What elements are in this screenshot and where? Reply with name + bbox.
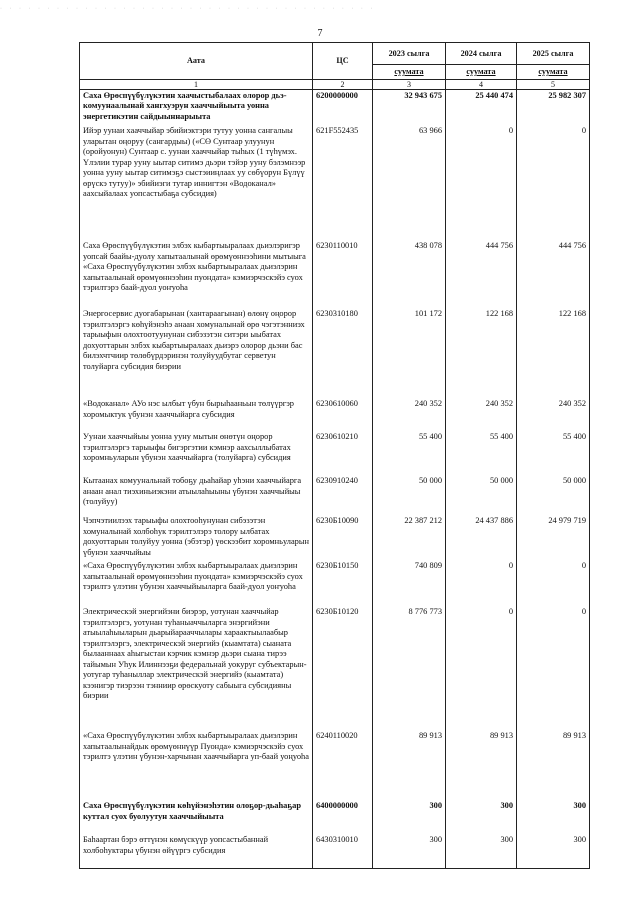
- table-row: [80, 730, 590, 800]
- table-row: [80, 515, 590, 560]
- row-2024: 300: [446, 800, 517, 834]
- table-row: [80, 240, 590, 308]
- table-row: [80, 431, 590, 475]
- row-name: Саха Өрөспүүбүлүкэтин хаачыстыбалаах олорор дьэ-комуунаалынай хангхуэрун хааччыйыыта уонна энергетикэтин сайдыыннарыыта: [80, 89, 313, 125]
- header-2023-sum: суумата: [373, 65, 446, 80]
- row-code: 6400000000: [313, 800, 373, 834]
- table-row: [80, 606, 590, 730]
- row-2025: 25 982 307: [517, 89, 590, 125]
- row-code: 6230610060: [313, 398, 373, 431]
- row-code: 6230Б10150: [313, 560, 373, 606]
- row-2023: 22 387 212: [373, 515, 446, 560]
- row-code: 6230310180: [313, 308, 373, 398]
- header-2025: 2025 сылга: [517, 43, 590, 65]
- column-index: 2: [313, 79, 373, 89]
- scan-artifact-dots: · · · · · · · · · · · · · · · · · · · · · · · · · · · · · · · · · · · · · · · ·: [0, 6, 376, 12]
- row-code: 6230Б10090: [313, 515, 373, 560]
- row-2024: 240 352: [446, 398, 517, 431]
- row-2024: 300: [446, 834, 517, 868]
- row-code: 6240110020: [313, 730, 373, 800]
- row-2024: 0: [446, 560, 517, 606]
- table-row: [80, 89, 590, 125]
- row-2025: 240 352: [517, 398, 590, 431]
- table-row: [80, 398, 590, 431]
- header-2024: 2024 сылга: [446, 43, 517, 65]
- table-row: [80, 800, 590, 834]
- row-2025: 444 756: [517, 240, 590, 308]
- row-code: 6430310010: [313, 834, 373, 868]
- row-name: Саха Өрөспүүбүлүкэтин көһүйэнэһэтин олоҕор-дьаһаҕар куттал суох буолуутун хааччыйыыта: [80, 800, 313, 834]
- row-2023: 55 400: [373, 431, 446, 475]
- header-2025-sum: суумата: [517, 65, 590, 80]
- row-name: Энергосервис дуогабарынан (хантараагынан) өлөнү оңорор тэрилтэлэргэ көһүйэнэһэ анаан хомуналынай өрө чэгэтэнниэх тарыыфын олохтоотуунунан сибэзэтэн ситэри ыыбатах дохуоттарын элбэх кыбартыыралаах дьиэрэ олорор дьэни бас билэхчтчиир төлөбүрдэринэн толуйуудбутаг серветун толуйарга субсидия биэрии: [80, 308, 313, 398]
- row-name: «Саха Өрөспүүбүлүкэтин элбэх кыбартыыралаах дьиэлэрин хапытаалынай өрөмүөннээһин пуондата» кэмиэрчэскэйэ суох тэрилтэ үлэтин үбунэн хааччыйыыларга баай-дуол уоҥуоһа: [80, 560, 313, 606]
- row-2025: 122 168: [517, 308, 590, 398]
- table-header: [80, 43, 590, 90]
- column-index: 3: [373, 79, 446, 89]
- row-2025: 89 913: [517, 730, 590, 800]
- row-name: «Саха Өрөспүүбүлүкэтин элбэх кыбартыыралаах дьиэлэрин хапытаалынайдык өрөмүөннүүр Пуонда» кэмиэрчэскэйэ суох тэрилтэ үлэтин үбунэн-харчынан хааччыйарга уп-баай уоңуоһа: [80, 730, 313, 800]
- table-row: [80, 834, 590, 868]
- row-2024: 24 437 886: [446, 515, 517, 560]
- table-row: [80, 475, 590, 515]
- column-index: 4: [446, 79, 517, 89]
- row-2023: 32 943 675: [373, 89, 446, 125]
- row-2024: 444 756: [446, 240, 517, 308]
- row-name: Саха Өрөспүүбүлүкэтин элбэх кыбартыыралаах дьиэлэригэр уопсай баайы-дуолу хапытаалынай өрөмүөннээһини мытыыга «Саха Өрөспүүбүлүкэтин элбэх кыбартыыралаах дьиэлэрин хапытаалынай өрөмүөннээһин пуондата» кэмиэрчэскэйэ суох тэрилтэрэ баай-дуол уоҥуоһа: [80, 240, 313, 308]
- row-2025: 0: [517, 606, 590, 730]
- row-2023: 63 966: [373, 125, 446, 240]
- row-name: Баһаартан бэрэ өттүнэн көмүскүүр уопсастыбаннай холбоһуктары үбунэн өйүүргэ субсидия: [80, 834, 313, 868]
- header-code: ЦС: [313, 43, 373, 80]
- row-2024: 122 168: [446, 308, 517, 398]
- header-name: Аата: [80, 43, 313, 80]
- row-2025: 300: [517, 834, 590, 868]
- row-2023: 8 776 773: [373, 606, 446, 730]
- table-row: [80, 308, 590, 398]
- row-2025: 300: [517, 800, 590, 834]
- row-name: «Водоканал» АУо нэс ылбыт үбун бырыһааньын төлүүргэр хоромыктук үбунэн хааччыйарга субсидия: [80, 398, 313, 431]
- header-2024-sum: суумата: [446, 65, 517, 80]
- row-name: Электрическэй энергийэни биэрэр, уотунан хааччыйар тэрилтэлэргэ, уотунан туһаныаччыларга энэргийэни атыылаһыыларын дьарыйарааччылары хараактыылаабыр тэрилтэлэргэ, электрическэй энергийэ (кыамтата) сыаната былааннаах аһыгыстаи кэрчик кэмнэр дьэри сыана тирээ тайымын Уһук Илиннээҕи федеральнай уокуруг субъектарын-уотугар туһаныллар электрическэй энергийэ (кыамтата) кээнигэр тиэрээн тэнниир өрөскуоту сабыыга субсидияны биэрии: [80, 606, 313, 730]
- row-2025: 0: [517, 560, 590, 606]
- row-name: Чэпчэтиилээх тарыыфы олохтооһунунан сибэзэтэн хомуналынай холбоһук тэрилтэлэрэ толору ылбатах дохуоттарын толуйуу уонна (эбэтэр) үөскээбит хоромньуларын үбунэн хааччыйыы: [80, 515, 313, 560]
- row-2023: 101 172: [373, 308, 446, 398]
- row-2023: 300: [373, 800, 446, 834]
- table-body: [80, 89, 590, 868]
- row-2023: 240 352: [373, 398, 446, 431]
- row-2023: 50 000: [373, 475, 446, 515]
- budget-table: [79, 42, 590, 869]
- page-number: 7: [317, 28, 323, 39]
- row-2023: 300: [373, 834, 446, 868]
- row-code: 6230610210: [313, 431, 373, 475]
- row-code: 621F552435: [313, 125, 373, 240]
- column-index: 1: [80, 79, 313, 89]
- row-2024: 25 440 474: [446, 89, 517, 125]
- row-2025: 50 000: [517, 475, 590, 515]
- row-2023: 89 913: [373, 730, 446, 800]
- row-code: 6230110010: [313, 240, 373, 308]
- row-2024: 50 000: [446, 475, 517, 515]
- row-name: Кытаанах комуунальнай тобоҕу дьаһайар уһэни хааччыйарга анаан анал тиэхиньиэкэни атыылаһыыны үбунэн хааччыйыы (толуйуу): [80, 475, 313, 515]
- row-2024: 89 913: [446, 730, 517, 800]
- row-name: Ийэр уунаи хааччыйар эбийиэктэри тутуу уонна сангалыы уларытан оңоруу (сангардыы) («СӨ Сунтаар улуунун (оройуонун) Сунтаар с. уунаи хааччыйар тыһых (1 түһүмэх. Үлэлии турар ууну ыытар ситимэ дьэри тэйэр ууну бэлэмнээр уонна ууну ыытар ситимэҕэ сыстэииңлаах уу сөбүорун Бүлүү өрүскэ тутуу)» эбийиэги тутар иннигтэн «Водоканал» аахсыйалаах уопсастыбаҕа субсидия): [80, 125, 313, 240]
- header-2023: 2023 сылга: [373, 43, 446, 65]
- table-row: [80, 125, 590, 240]
- column-index-row: [80, 79, 590, 89]
- row-2025: 55 400: [517, 431, 590, 475]
- row-code: 6200000000: [313, 89, 373, 125]
- row-code: 6230Б10120: [313, 606, 373, 730]
- row-code: 6230910240: [313, 475, 373, 515]
- row-2023: 740 809: [373, 560, 446, 606]
- row-2025: 0: [517, 125, 590, 240]
- row-2024: 0: [446, 125, 517, 240]
- row-2024: 55 400: [446, 431, 517, 475]
- row-name: Уунаи хааччыйыы уонна ууну мытын өнөтүн оңорор тэрилтэлэргэ тарыыфы бигэргэтии кэмнэр аахсыллыбатах хоромньуларын үбунэн хааччыйарга (толуйарга) субсидия: [80, 431, 313, 475]
- table-row: [80, 560, 590, 606]
- column-index: 5: [517, 79, 590, 89]
- row-2025: 24 979 719: [517, 515, 590, 560]
- row-2024: 0: [446, 606, 517, 730]
- row-2023: 438 078: [373, 240, 446, 308]
